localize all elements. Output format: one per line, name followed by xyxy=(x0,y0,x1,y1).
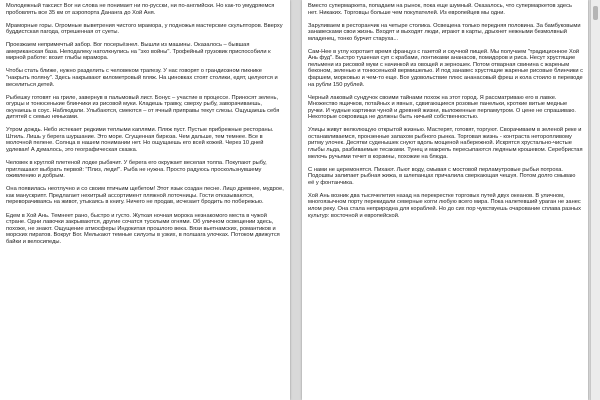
paragraph: Человек в круглой плетеной лодке рыбачит. У берега его окружает веселая толпа. Покупают рыбу, приглашают выбрать первой: "Плиз, леди!". Рыба не нужна. Просто радуюсь проскользнувшему оживлению и добрым. xyxy=(6,160,267,180)
paragraph: Улицы живут велюлющую открытой жизнью. Мастерят, готовят, торгуют. Сворачиваем в зеленой реке и останавливаемся, пронзенные запахом рыбного рынка. Торговая жизнь - контраста неторопливому ритму улочек. Десятки суденышек снуют вдоль мощеной набережной. Искрятся хрустально-чистые глыбы льда, разбиваемые тесаками. Тунец и макрель пересыпаются ледяным крошевом. Серебристая мелочь ручьями течет в корзины, похожие на блюда. xyxy=(308,127,583,160)
scrollbar-thumb[interactable] xyxy=(593,6,598,20)
paragraph: Она появилась неотлучно и со своим птичьим щебетом! Этот язык создан песне. Лицо древнее, мудрое, как манускрипт. Предлагает нехитрый ассортимент пляжной лоточницы. Гости отказываются, переворачиваясь на живот, утыкаясь в книгу. Ничего не продав, исчезает бродить по побережью. xyxy=(6,186,284,206)
paragraph: С нами не церемонятся. Пихают. Льют воду, смывая с мостовой перламутровые рыбьи потроха. Подошвы залипает рыбная жижа, в шлепанцах причалила сверкающая чешуя. Потом долго смываю её у фонтанчика. xyxy=(308,166,576,186)
paragraph: Вместо супермаркета, попадаем на рынок, пока еще шумный. Оказалось, что супермаркетов здесь нет. Никаких. Торговцы больше чем покупателей. Из европейцев мы одни. xyxy=(308,3,572,16)
paragraph: Заруливаем в ресторанчик на четыре столика. Освещена только передняя половина. За бамбуковыми занавесками свои жизнь. Входят и выходят люди, играют в карты, дрыхнет нежными безмолвный младенец, тонко бурчит старуха... xyxy=(308,22,581,42)
vertical-scrollbar[interactable] xyxy=(590,0,600,400)
paragraph: Хой Ань возник два тысячелетия назад на перекрестке торговых путей двух океанов. В уличном, многоязычном порту перекидали северные когги любую всего мира. Пока налетевший ураган не занес илом реку. Она стала неприродна для кораблей. Но до сих пор чувствуешь очарование сплава разных культур: восточной и европейской. xyxy=(308,192,581,219)
paragraph: Молодежный таксист Вог ни слова не понимает ни по-русски, ни по-английски. Но как-то умудряемся пробовлять все 35 км от аэропорта Дананга до Хой Аня. xyxy=(6,3,275,16)
paragraph: Проезжаем непримечтый забор. Вог посерьёзнел. Вышли из машины. Оказалось – бывшая американская база. Неподалеку натолкнулись на "эхо войны". Трофейный грузовик приспособили к мирной работе: возит глыбы мрамора. xyxy=(6,42,271,62)
document-page-left xyxy=(0,0,290,400)
paragraph: Черный лаковый сундучок своими тайнами похож на этот город. Я рассматриваю его в лавке. Множество ящичков, потайных и явных, сдвигающиеся розовые панельки, кроткие витые медные ручки. И чудные картинки чуной и древней жизни, выложенные перламутром. О цене не спрашиваю. Некоторые сокровища не должны быть ничьей собственностью. xyxy=(308,94,576,121)
document-page-right xyxy=(302,0,588,400)
paragraph: Сам-Нее в углу коротает время француз с газетой и скучной пищей. Мы получаем "традиционное Хой Ань фуд". Быстро тушеная суп с крабами, лонтиками ананасов, помидоров и риса. Несут хрустящие пельмени из рисовой муки с начинкой из овощей и зерношек. Потом отварная свинина с жареным беконом, зеленью и тонюсенькой вермишелью. И под занавес хрустящие жареные рисовые блинчики с фаршем, морковью и чем-то еще. Все удовольствие плюс ананасовый фреш и кола стоило в переводе на рубли 150 рублей. xyxy=(308,48,584,88)
paragraph: Чтобы стать ближе, нужно разделить с человеком трапезу. У нас говорят о грандиозном пикнике "накрыть поляну". Здесь накрывают километровый пляж. На циновках стоят столики, едят, целуются и веселиться детей. xyxy=(6,68,278,88)
paragraph: Утром дождь. Небо истекает редкими теплыми каплями. Пляж пуст. Пустые прибрежные рестораны. Штиль. Лишь у берега шуршание. Это море. Сгущенная бирюза. Чем дальше, тем темнее. Все в молочной пелене. Солнца в нашем понимании нет. Но ощущаешь его всей кожей. Через 10 дней удлевая! А думалось, это географическая сказка. xyxy=(6,127,274,154)
paragraph: Едем в Хой Ань. Темнеет рано, быстро и густо. Жуткая ночная морока незнакомого места в чужой стране. Одни лавочки закрываются, другие сочатся тусклыми огнями. Об уличном освещении здесь, похоже, не знают. Ощущение атмосферы Индокитая прошлого века. Вязи вьетнамских, романтиков и морских пиратов. Вокруг Вог. Мелькают темные силуэты в узких, в полшага улочках. Потоком движутся байки и велосипеды. xyxy=(6,212,280,245)
paragraph: Мраморные горы. Огромные выветрения чистого мрамора, у подножья мастерские скульпторов. Вверху буддистская пагода, отрешенная от суеты. xyxy=(6,22,283,36)
paragraph: Рыбешку готовят на гриле, завернув в пальмовый лист. Бонус – участие в процессе. Приносят зелень, огурцы и тонюсенькие блинчики из рисовой муки. Кладешь травку, сверху рыбу, заворачиваешь, окунаешь в соус. Наблюдали. Улыбаются, смеются – от ячный приправы текут слезы. Ощущаешь себя дитятей с семью няньками. xyxy=(6,94,280,121)
